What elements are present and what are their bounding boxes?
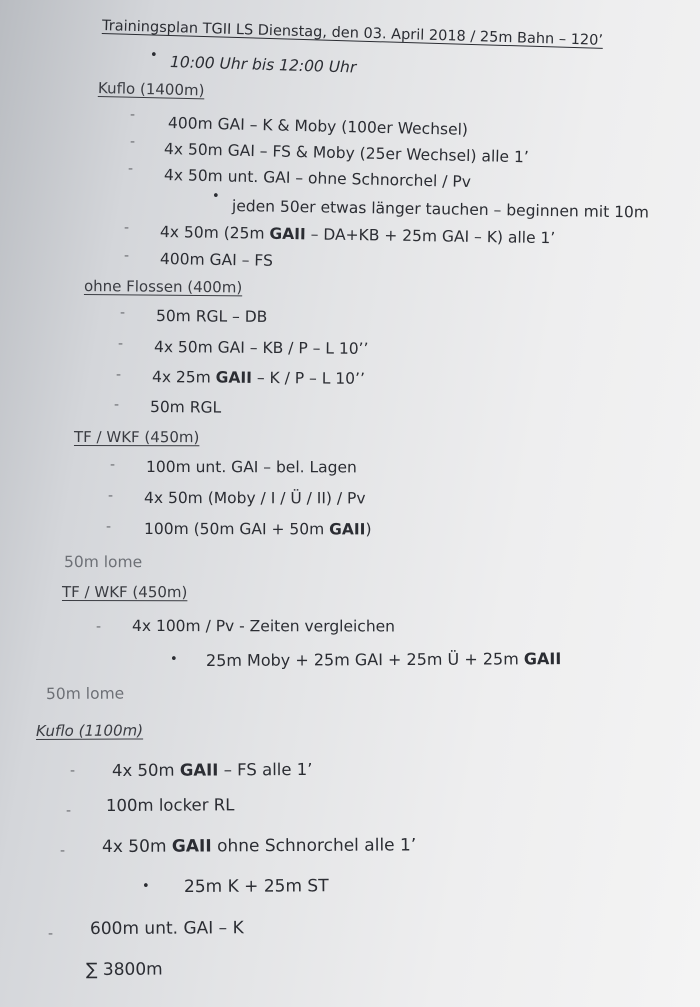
list-item: 4x 50m (Moby / I / Ü / II) / Pv <box>143 489 366 508</box>
list-item: 600m unt. GAI – K <box>89 918 244 939</box>
bullet-icon: • <box>212 189 220 204</box>
dash-icon: - <box>70 763 76 779</box>
section-heading-tf-wkf-1: TF / WKF (450m) <box>73 428 200 447</box>
dash-icon: - <box>106 519 112 535</box>
section-heading-kuflo-1400: Kuflo (1400m) <box>97 79 205 100</box>
section-heading-tf-wkf-2: TF / WKF (450m) <box>61 583 188 602</box>
dash-icon: - <box>48 926 54 942</box>
dash-icon: - <box>128 161 134 177</box>
dash-icon: - <box>124 220 130 236</box>
list-item: 50m RGL <box>149 398 222 417</box>
list-item: 4x 25m GAII – K / P – L 10’’ <box>151 368 365 388</box>
dash-icon: - <box>114 397 120 413</box>
dash-icon: - <box>116 367 122 383</box>
dash-icon: - <box>118 336 124 352</box>
bullet-icon: • <box>142 879 150 894</box>
section-heading-lome-2: 50m lome <box>45 684 125 703</box>
dash-icon: - <box>124 248 130 264</box>
list-item: 100m locker RL <box>105 795 235 815</box>
page-title: Trainingsplan TGII LS Dienstag, den 03. April 2018 / 25m Bahn – 120’ <box>101 18 604 49</box>
section-heading-kuflo-1100: Kuflo (1100m) <box>35 721 144 740</box>
dash-icon: - <box>66 803 72 819</box>
dash-icon: - <box>108 488 114 504</box>
list-item: 4x 100m / Pv - Zeiten vergleichen <box>131 617 396 636</box>
list-item-sub: jeden 50er etwas länger tauchen – beginnen mit 10m <box>231 197 650 222</box>
section-heading-ohne-flossen: ohne Flossen (400m) <box>83 277 243 297</box>
list-item: 4x 50m GAI – FS & Moby (25er Wechsel) alle 1’ <box>163 140 530 167</box>
list-item: 4x 50m GAII ohne Schnorchel alle 1’ <box>101 835 417 857</box>
list-item: 4x 50m GAI – KB / P – L 10’’ <box>153 338 369 358</box>
list-item: 4x 50m (25m GAII – DA+KB + 25m GAI – K) alle 1’ <box>159 223 556 248</box>
list-item: 400m GAI – FS <box>159 250 274 270</box>
bullet-icon: • <box>150 48 158 63</box>
dash-icon: - <box>130 134 136 150</box>
list-item: 4x 50m GAII – FS alle 1’ <box>111 759 313 780</box>
dash-icon: - <box>120 305 126 321</box>
list-item: 4x 50m unt. GAI – ohne Schnorchel / Pv <box>163 166 472 191</box>
time-range: 10:00 Uhr bis 12:00 Uhr <box>169 53 357 77</box>
bullet-icon: • <box>170 652 178 667</box>
list-item-sub: 25m K + 25m ST <box>183 876 329 897</box>
total-sum: ∑ 3800m <box>85 959 163 980</box>
dash-icon: - <box>60 843 66 859</box>
list-item: 100m unt. GAI – bel. Lagen <box>145 458 357 477</box>
list-item: 100m (50m GAI + 50m GAII) <box>143 520 372 539</box>
list-item: 50m RGL – DB <box>155 307 268 326</box>
dash-icon: - <box>130 107 136 123</box>
dash-icon: - <box>110 457 116 473</box>
list-item-sub: 25m Moby + 25m GAI + 25m Ü + 25m GAII <box>205 649 562 670</box>
dash-icon: - <box>96 619 102 635</box>
section-heading-lome-1: 50m lome <box>63 553 143 572</box>
list-item: 400m GAI – K & Moby (100er Wechsel) <box>167 114 469 139</box>
